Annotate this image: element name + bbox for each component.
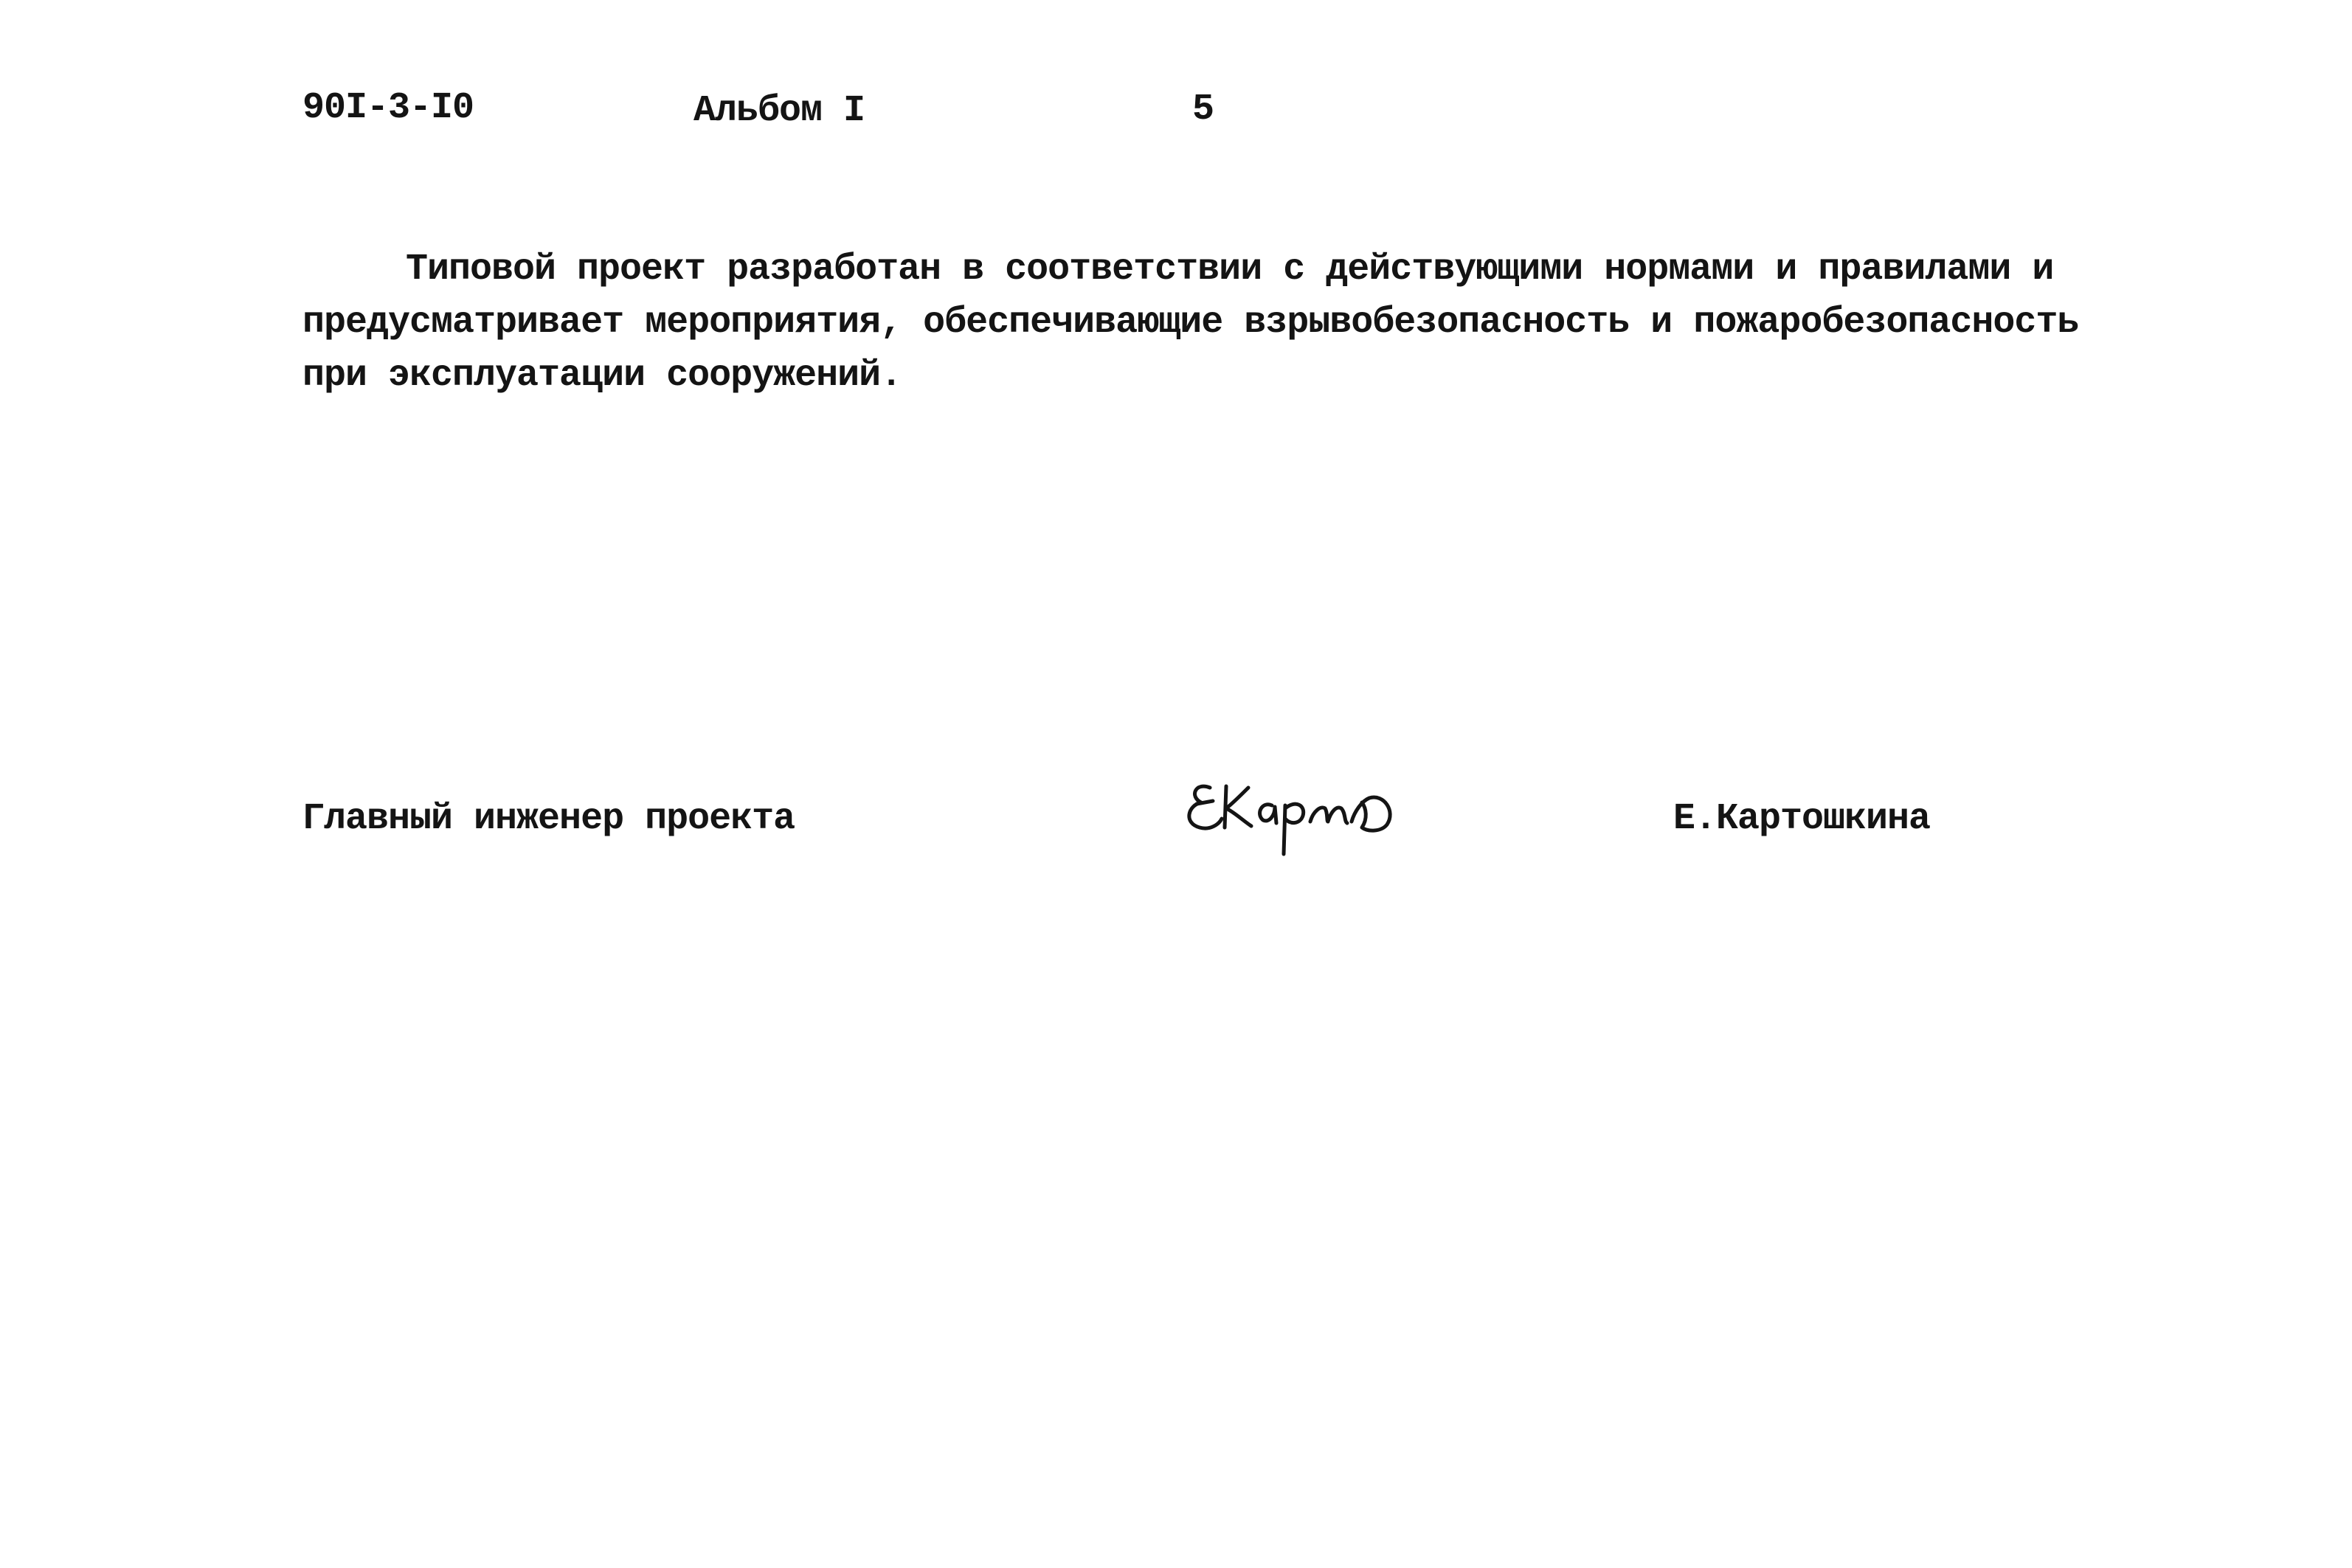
- signer-name: Е.Картошкина: [1673, 798, 1931, 840]
- body-line: Типовой проект разработан в соответствии с действующими нормами и правилами и: [406, 249, 2054, 291]
- page-number: 5: [1192, 89, 1214, 131]
- body-line: предусматривает мероприятия, обеспечивающие взрывобезопасность и пожаробезопасность: [302, 302, 2079, 344]
- handwritten-signature: [1180, 760, 1409, 863]
- document-code: 90I-3-I0: [302, 87, 474, 129]
- body-line: при эксплуатации сооружений.: [302, 355, 902, 397]
- album-label: Альбом I: [694, 90, 865, 132]
- body-paragraph: [302, 243, 2088, 403]
- signer-title: Главный инженер проекта: [302, 798, 795, 840]
